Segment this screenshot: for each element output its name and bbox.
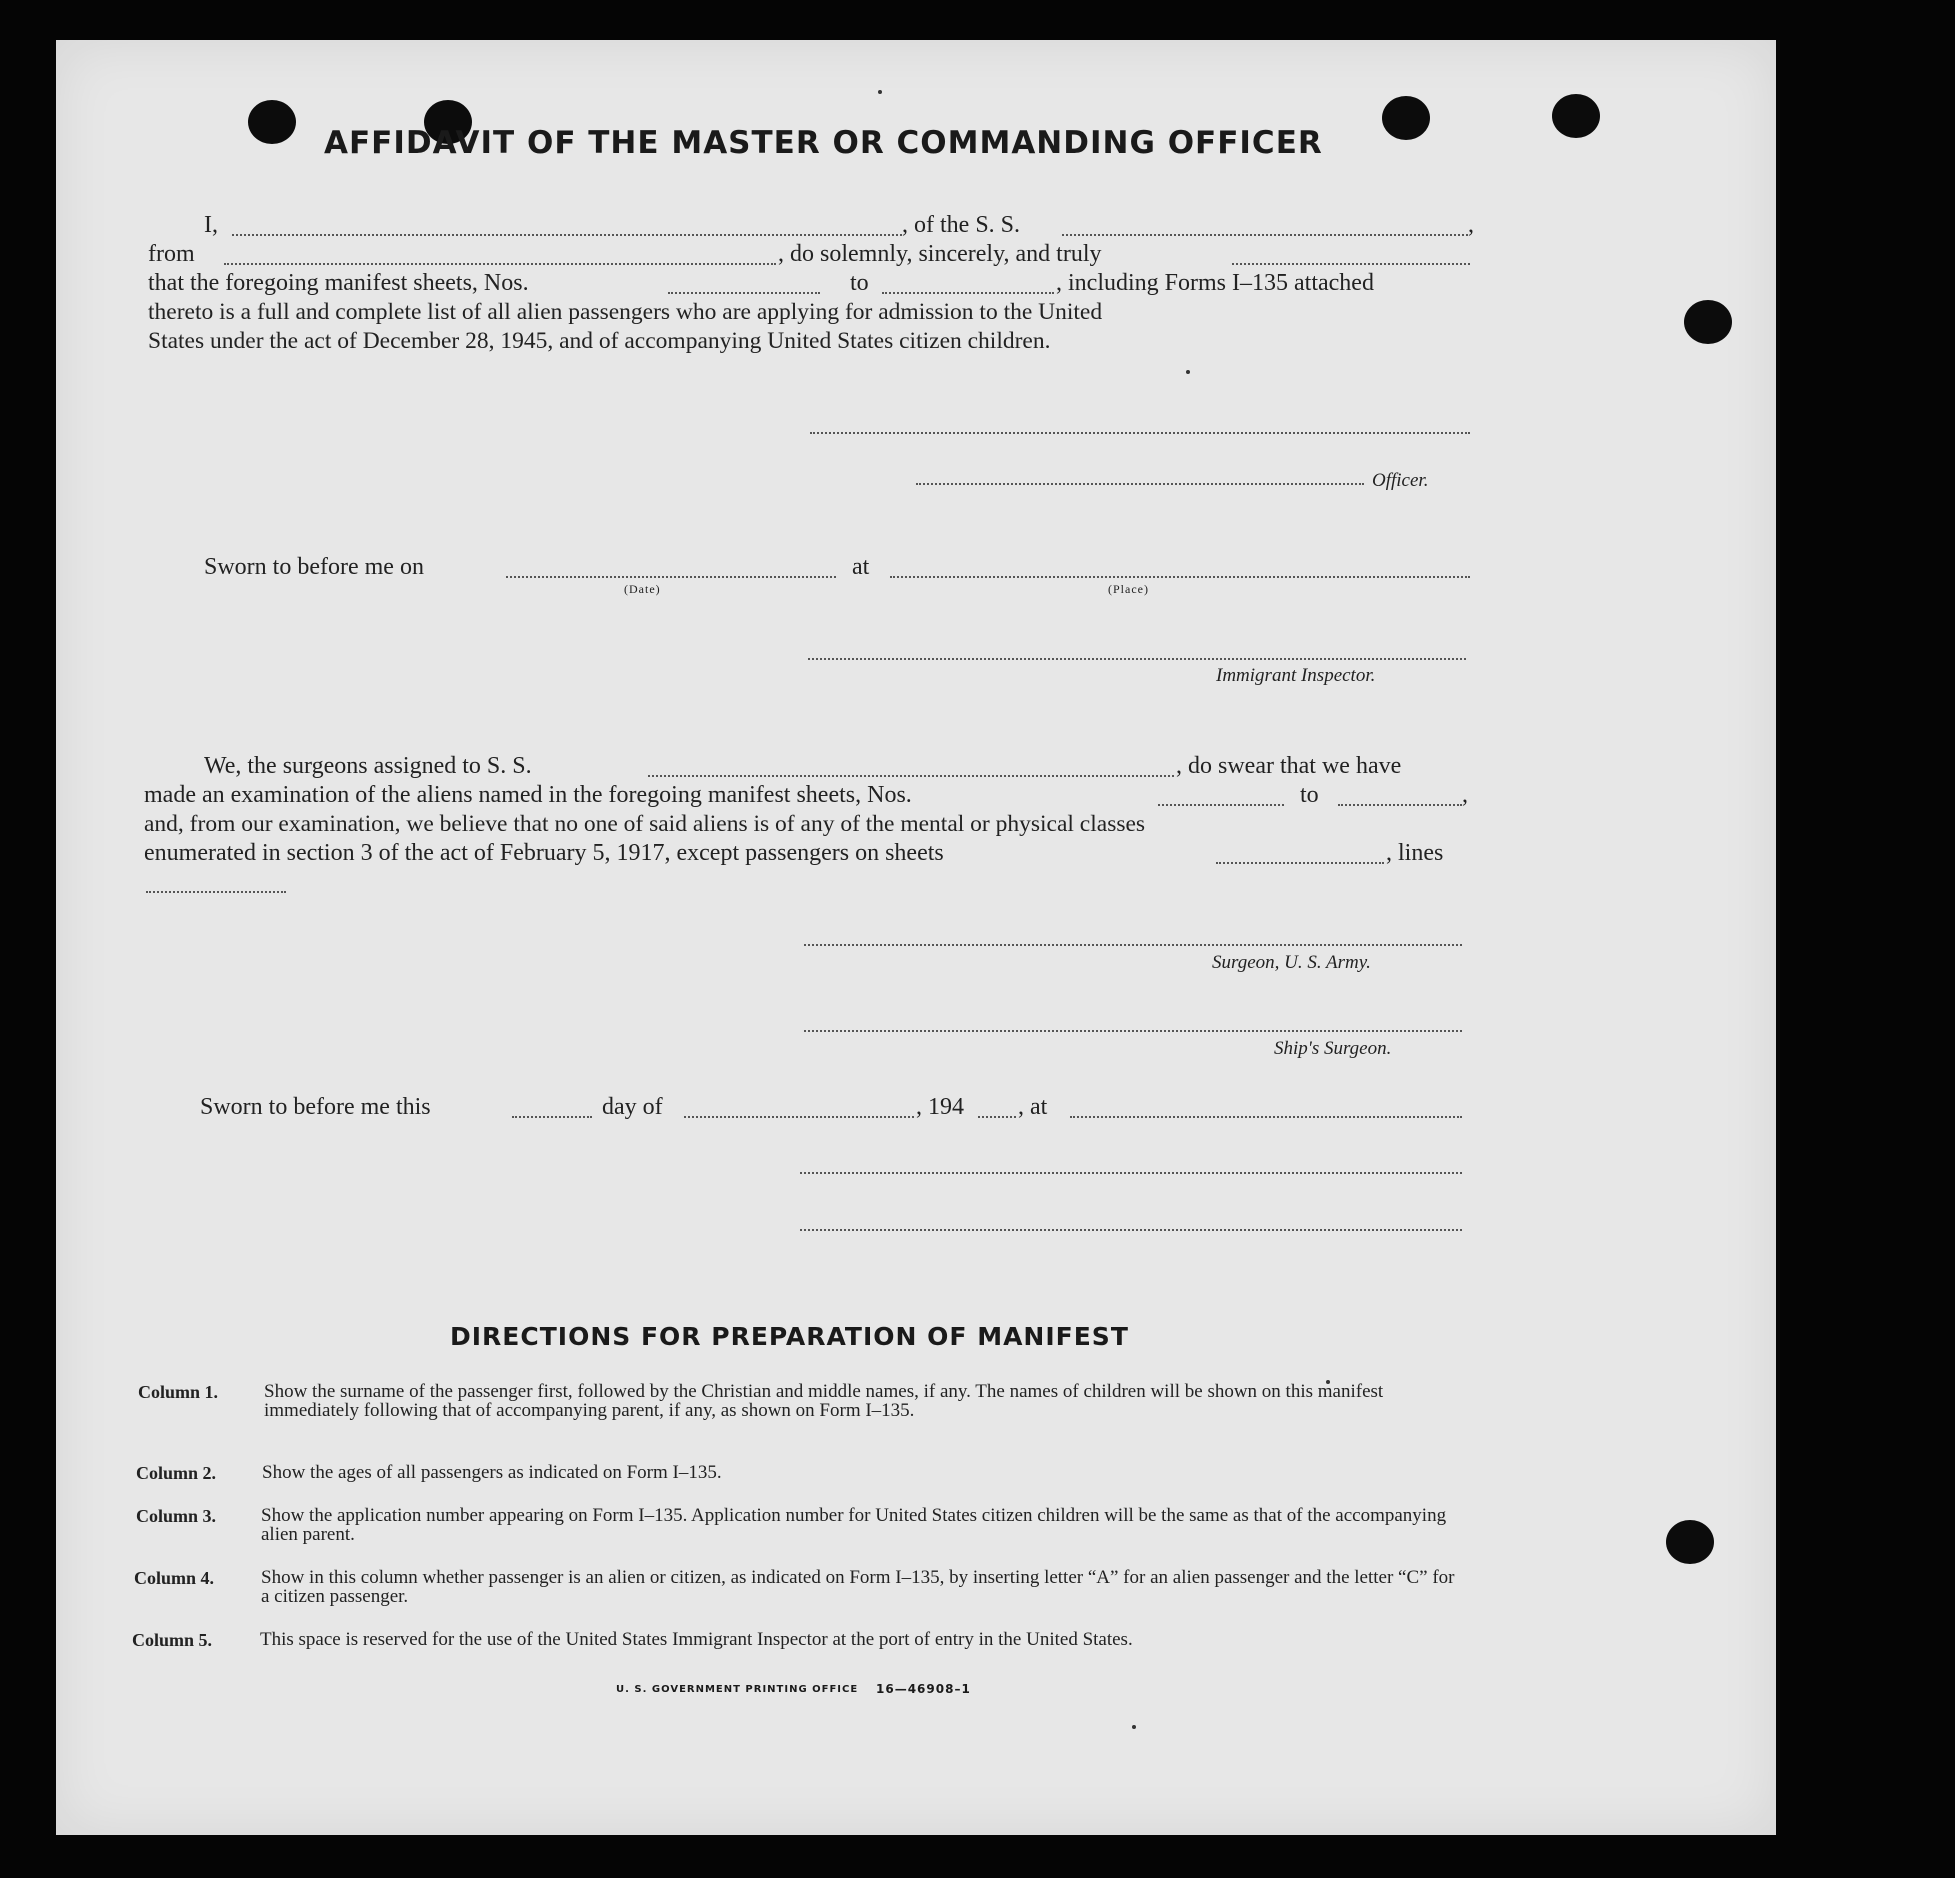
affidavit-line1-of: , of the S. S. — [902, 212, 1021, 238]
form-code-footer: 16—46908–1 — [876, 1682, 971, 1696]
year-label: , 194 — [916, 1094, 964, 1120]
sworn-day-field[interactable] — [512, 1116, 592, 1118]
surgeons-sheets-from-field[interactable] — [1158, 804, 1284, 806]
sworn-date-field[interactable] — [506, 576, 836, 578]
affidavit-line3-to: to — [850, 270, 869, 296]
affidavit-line1-i: I, — [204, 212, 218, 238]
surgeons-line2-a: made an examination of the aliens named in the foregoing manifest sheets, Nos. — [144, 782, 912, 808]
sworn-this-place-field[interactable] — [1070, 1116, 1462, 1118]
sworn-on-label: Sworn to before me on — [204, 554, 424, 580]
ship-surgeon-caption: Ship's Surgeon. — [1274, 1038, 1392, 1059]
column-5-text: This space is reserved for the use of the United States Immigrant Inspector at the port of entry in the United States. — [260, 1629, 1133, 1650]
punch-hole — [1552, 94, 1600, 138]
except-sheets-field[interactable] — [1216, 862, 1384, 864]
affidavit-line5: States under the act of December 28, 1945, and of accompanying United States citizen children. — [148, 328, 1051, 354]
punch-hole — [1666, 1520, 1714, 1564]
column-1-label: Column 1. — [138, 1382, 219, 1402]
surgeons-line1-b: , do swear that we have — [1176, 753, 1402, 779]
officer-caption: Officer. — [1372, 470, 1429, 491]
inspector-caption: Immigrant Inspector. — [1216, 665, 1376, 686]
column-4-label: Column 4. — [134, 1568, 215, 1588]
column-2-text: Show the ages of all passengers as indicated on Form I–135. — [262, 1462, 722, 1483]
sworn-at-label: at — [852, 554, 870, 580]
column-1-text: Show the surname of the passenger first, followed by the Christian and middle names, if any. The names of children will be shown on this manifest immediately following that of accompanying parent, if any, as shown on Form I–135. — [264, 1381, 1384, 1421]
speck — [1132, 1725, 1136, 1729]
truly-field[interactable] — [1232, 263, 1470, 265]
column-3-label: Column 3. — [136, 1506, 217, 1526]
place-caption: (Place) — [1108, 582, 1149, 596]
affidavit-title: AFFIDAVIT OF THE MASTER OR COMMANDING OFFICER — [324, 125, 1323, 161]
date-caption: (Date) — [624, 582, 661, 596]
punch-hole — [1382, 96, 1430, 140]
column-3-text: Show the application number appearing on Form I–135. Application number for United States citizen children will be the same as that of the accompanying alien parent. — [261, 1505, 1447, 1545]
column-2-label: Column 2. — [136, 1463, 217, 1483]
column-5-label: Column 5. — [132, 1630, 213, 1650]
surgeons-line1-a: We, the surgeons assigned to S. S. — [204, 753, 532, 779]
form-page — [56, 40, 1776, 1835]
master-name-field[interactable] — [232, 234, 902, 236]
sworn-year-field[interactable] — [978, 1116, 1016, 1118]
sworn-place-field[interactable] — [890, 576, 1470, 578]
surgeons-sheets-to-field[interactable] — [1338, 804, 1462, 806]
surgeons-line2-end: , — [1462, 782, 1468, 808]
ship-name-field[interactable] — [1062, 234, 1468, 236]
surgeons-line2-to: to — [1300, 782, 1319, 808]
affidavit-line4: thereto is a full and complete list of all alien passengers who are applying for admission to the United — [148, 299, 1103, 325]
affidavit-line3-a: that the foregoing manifest sheets, Nos. — [148, 270, 529, 296]
affidavit-line2-from: from — [148, 241, 195, 267]
official-signature-line[interactable] — [800, 1172, 1462, 1174]
ship-surgeon-signature-line[interactable] — [804, 1030, 1462, 1032]
sworn-this-label: Sworn to before me this — [200, 1094, 431, 1120]
speck — [878, 90, 882, 94]
officer-title-line[interactable] — [916, 483, 1364, 485]
directions-title: DIRECTIONS FOR PREPARATION OF MANIFEST — [450, 1322, 1129, 1351]
affidavit-line3-b: , including Forms I–135 attached — [1056, 270, 1374, 296]
speck — [1186, 370, 1190, 374]
punch-hole — [248, 100, 296, 144]
affidavit-line2-do: , do solemnly, sincerely, and truly — [778, 241, 1102, 267]
army-surgeon-signature-line[interactable] — [804, 944, 1462, 946]
from-port-field[interactable] — [224, 263, 776, 265]
sworn-month-field[interactable] — [684, 1116, 914, 1118]
surgeons-ship-field[interactable] — [648, 775, 1174, 777]
punch-hole — [1684, 300, 1732, 344]
sheets-to-field[interactable] — [882, 292, 1054, 294]
day-of-label: day of — [602, 1094, 663, 1120]
affidavit-line1-end: , — [1468, 212, 1474, 238]
surgeons-line4-a: enumerated in section 3 of the act of February 5, 1917, except passengers on sheets — [144, 840, 944, 866]
sworn-this-at-label: , at — [1018, 1094, 1048, 1120]
surgeons-line4-b: , lines — [1386, 840, 1444, 866]
army-surgeon-caption: Surgeon, U. S. Army. — [1212, 952, 1371, 973]
printing-office-footer: U. S. GOVERNMENT PRINTING OFFICE — [616, 1684, 859, 1695]
except-lines-field[interactable] — [146, 891, 286, 893]
officer-signature-line[interactable] — [810, 432, 1470, 434]
surgeons-line3: and, from our examination, we believe that no one of said aliens is of any of the mental or physical classes — [144, 811, 1146, 837]
inspector-signature-line[interactable] — [808, 658, 1466, 660]
official-title-line[interactable] — [800, 1229, 1462, 1231]
sheets-from-field[interactable] — [668, 292, 820, 294]
column-4-text: Show in this column whether passenger is an alien or citizen, as indicated on Form I–135, by inserting letter “A” for an alien passenger and the letter “C” for a citizen passenger. — [261, 1567, 1455, 1607]
